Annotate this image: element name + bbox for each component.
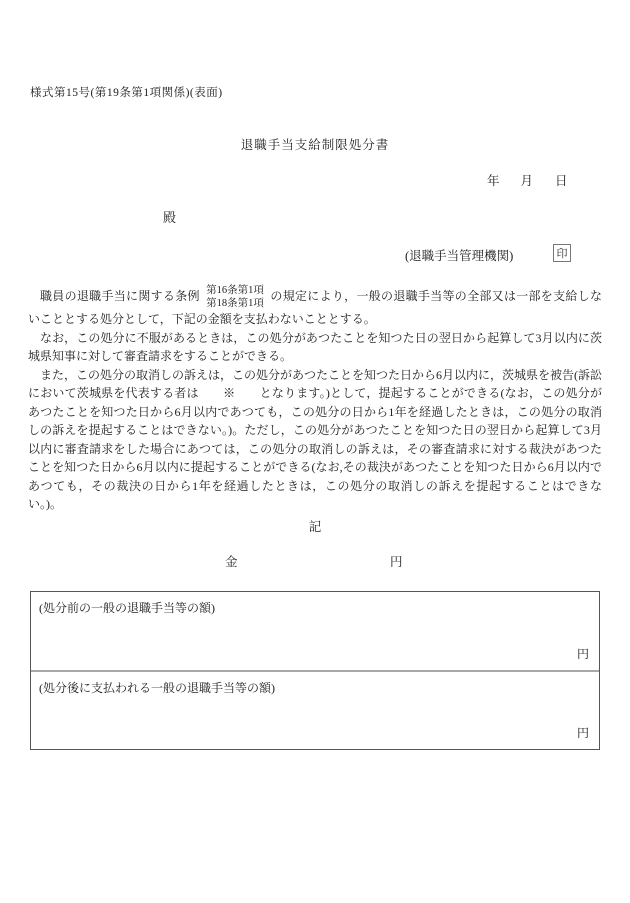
body-paragraph-2: なお，この処分に不服があるときは，この処分があつたことを知つた日の翌日から起算して3月以内に茨城県知事に対して審査請求をすることができる。 <box>28 330 602 363</box>
body-paragraph-3: また，この処分の取消しの訴えは，この処分があつたことを知つた日から6月以内に，茨城県を被告(訴訟において茨城県を代表する者は ※ となります。)として，提起することができる(なお，この処分があつたことを知つた日から6月以内であつても，この処分の日から1年を経過したときは，この処分の取消しの訴えを提起することはできない。)。ただし，この処分があつたことを知つた日の翌日から起算して3月以内に審査請求をした場合にあつては，この処分の取消しの訴えは，その審査請求に対する裁決があつたことを知つた日から6月以内に提起することができる(なお,その裁決があつたことを知つた日から6月以内であつても，その裁決の日から1年を経過したときは，この処分の取消しの訴えを提起することはできない。)。 <box>28 367 603 511</box>
row-label: (処分前の一般の退職手当等の額) <box>39 601 215 615</box>
seal-mark: 印 <box>553 244 571 262</box>
day-label: 日 <box>555 174 568 188</box>
table-row-before-disposition <box>31 592 599 672</box>
addressee-suffix: 殿 <box>163 210 177 225</box>
row-label: (処分後に支払われる一般の退職手当等の額) <box>39 681 275 695</box>
amount-table <box>30 591 600 750</box>
amount-kin-label: 金 <box>225 555 238 569</box>
para1-after: の規定により，一般の退職手当等の全部又は一部を支給しないこととする処分として，下記の金額を支払わないこととする。 <box>28 288 602 326</box>
issuer-label: (退職手当管理機関) <box>405 249 514 263</box>
table-row-after-disposition <box>31 672 599 749</box>
body-paragraph-1 <box>28 284 602 329</box>
date-line <box>487 171 568 189</box>
yen-unit: 円 <box>576 647 589 661</box>
ki-heading: 記 <box>308 520 322 534</box>
clause-bottom: 第18条第1項 <box>206 298 264 309</box>
body-text <box>28 284 602 514</box>
form-number: 様式第15号(第19条第1項関係)(表面) <box>30 87 223 99</box>
yen-unit: 円 <box>576 726 589 740</box>
month-label: 月 <box>520 174 534 188</box>
amount-yen-label: 円 <box>390 555 403 569</box>
clause-stack <box>206 284 264 310</box>
clause-top: 第16条第1項 <box>206 285 264 296</box>
para1-before: 職員の退職手当に関する条例 <box>40 288 200 303</box>
year-label: 年 <box>487 174 500 188</box>
document-title: 退職手当支給制限処分書 <box>240 138 390 152</box>
